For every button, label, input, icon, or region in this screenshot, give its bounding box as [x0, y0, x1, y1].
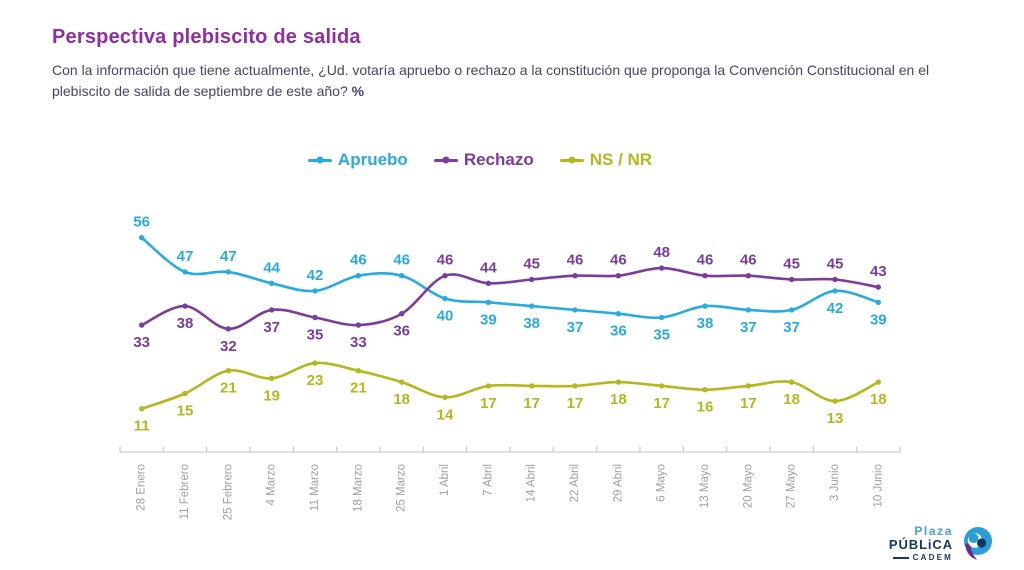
x-tick-label: 27 Mayo	[785, 464, 798, 509]
data-label: 19	[263, 387, 281, 405]
data-label: 33	[133, 334, 151, 352]
chart-question-text: Con la información que tiene actualmente, ¿Ud. votaría apruebo o rechazo a la constitución que proponga la Convención Constitucional en el plebiscito de salida de septiembre de este año?	[52, 62, 930, 100]
x-axis	[120, 447, 900, 453]
data-label: 13	[826, 410, 844, 428]
data-label: 45	[783, 255, 800, 273]
data-label: 17	[479, 394, 497, 412]
ns-nr-line	[142, 363, 879, 409]
rechazo-value-labels	[133, 244, 886, 355]
legend-label-apruebo: Apruebo	[337, 150, 408, 169]
x-tick-label: 3 Junio	[828, 464, 841, 502]
data-label: 17	[739, 394, 757, 412]
data-label: 37	[783, 318, 800, 336]
x-tick-label: 20 Mayo	[742, 464, 755, 509]
page-title: Perspectiva plebiscito de salida	[52, 26, 361, 48]
logo-text	[889, 525, 953, 563]
data-label: 46	[609, 251, 627, 269]
data-label: 47	[176, 247, 194, 265]
logo-divider	[893, 557, 909, 559]
data-label: 35	[306, 326, 324, 344]
x-tick-label: 10 Junio	[872, 464, 885, 508]
data-label: 40	[436, 307, 454, 325]
x-tick-label: 25 Febrero	[222, 464, 235, 521]
data-label: 44	[263, 259, 281, 277]
data-label: 46	[436, 251, 454, 269]
data-label: 18	[609, 391, 627, 409]
plaza-publica-cadem-logo	[889, 524, 996, 564]
data-label: 39	[479, 311, 497, 329]
logo-cadem-row	[893, 554, 953, 563]
cadem-swirl-icon	[958, 524, 996, 564]
percent-suffix: %	[351, 83, 365, 100]
data-label: 14	[436, 406, 454, 424]
data-label: 44	[479, 259, 497, 277]
data-label: 36	[393, 322, 411, 340]
data-label: 16	[696, 398, 714, 416]
data-label: 18	[393, 391, 411, 409]
logo-plaza: Plaza	[914, 524, 953, 539]
logo-cadem: CADEM	[912, 553, 953, 563]
data-label: 18	[783, 391, 800, 409]
data-label: 48	[653, 244, 671, 262]
data-label: 43	[869, 263, 887, 281]
x-tick-label: 11 Marzo	[309, 464, 322, 512]
data-label: 15	[176, 402, 194, 420]
x-tick-label: 22 Abril	[569, 464, 581, 503]
data-label: 56	[133, 213, 151, 231]
data-label: 37	[263, 318, 281, 336]
logo-publica: PÚBLiCA	[888, 537, 953, 553]
data-label: 38	[176, 315, 194, 333]
data-label: 33	[350, 334, 367, 352]
x-tick-label: 11 Febrero	[179, 464, 192, 520]
x-tick-label: 7 Abril	[482, 463, 495, 496]
data-label: 21	[350, 379, 367, 397]
data-label: 11	[133, 417, 150, 435]
data-label: 46	[350, 251, 367, 269]
data-label: 42	[306, 266, 324, 284]
data-label: 17	[523, 394, 541, 412]
data-label: 17	[566, 394, 584, 412]
data-label: 36	[609, 322, 627, 340]
x-tick-label: 29 Abril	[612, 464, 625, 503]
data-label: 32	[220, 337, 237, 355]
data-label: 21	[220, 379, 237, 397]
data-label: 17	[653, 394, 671, 412]
data-label: 46	[393, 251, 411, 269]
x-tick-label: 13 Mayo	[698, 464, 711, 509]
x-tick-label: 25 Marzo	[395, 464, 408, 512]
data-label: 46	[739, 251, 757, 269]
data-label: 46	[696, 251, 714, 269]
data-label: 37	[739, 318, 757, 336]
data-label: 23	[306, 372, 324, 390]
data-label: 46	[566, 251, 584, 269]
data-label: 38	[696, 315, 714, 333]
legend-label-nsnr: NS / NR	[589, 150, 653, 169]
data-label: 45	[826, 255, 844, 273]
data-label: 42	[826, 299, 844, 317]
data-label: 39	[869, 311, 887, 329]
x-tick-label: 18 Marzo	[352, 464, 365, 512]
x-tick-label: 1 Abril	[439, 464, 452, 496]
x-tick-label: 28 Enero	[135, 464, 148, 511]
data-label: 45	[523, 255, 541, 273]
data-label: 35	[653, 326, 671, 344]
x-tick-label: 4 Marzo	[265, 464, 278, 506]
x-axis-labels	[136, 464, 885, 520]
legend-label-rechazo: Rechazo	[463, 150, 534, 169]
data-label: 47	[220, 247, 237, 265]
x-tick-label: 14 Abril	[525, 464, 538, 503]
x-tick-label: 6 Mayo	[655, 464, 668, 502]
data-label: 37	[566, 318, 584, 336]
data-label: 18	[869, 391, 887, 409]
data-label: 38	[523, 315, 541, 333]
